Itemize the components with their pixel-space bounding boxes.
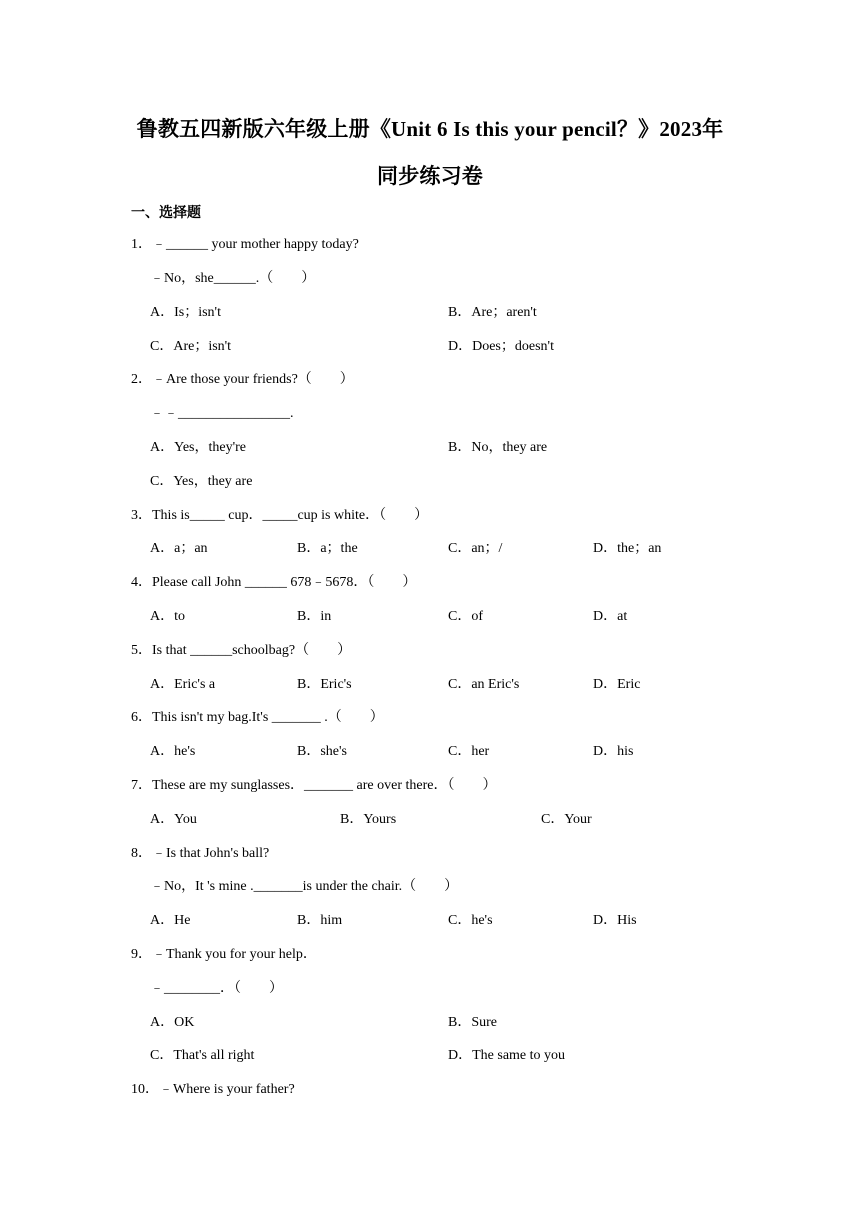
option-a[interactable]: A．Yes，they're <box>150 440 246 455</box>
question-2 <box>0 369 860 391</box>
question-4 <box>0 572 860 594</box>
question-1-response <box>0 268 860 290</box>
option-b[interactable]: B．Eric's <box>297 677 352 692</box>
question-1 <box>0 234 860 256</box>
question-stem: 6．This isn't my bag.It's _______ .（ ） <box>131 710 384 725</box>
option-c[interactable]: C．her <box>448 744 490 759</box>
option-b[interactable]: B．him <box>297 913 343 928</box>
page-title-line-2: 同步练习卷 <box>377 164 483 188</box>
question-10 <box>0 1079 860 1101</box>
option-c[interactable]: C．That's all right <box>150 1048 255 1063</box>
question-8 <box>0 843 860 865</box>
question-stem: 8．﹣Is that John's ball? <box>131 846 270 861</box>
section-heading: 一、选择题 <box>131 206 201 221</box>
question-stem: 9．﹣Thank you for your help． <box>131 947 317 962</box>
option-d[interactable]: D．his <box>593 744 634 759</box>
question-stem: 5．Is that ______schoolbag?（ ） <box>131 643 352 658</box>
question-stem: 7．These are my sunglasses．_______ are over there．（ ） <box>131 778 497 793</box>
question-stem: 3．This is_____ cup．_____cup is white．（ ） <box>131 508 429 523</box>
option-b[interactable]: B．Are；aren't <box>448 305 537 320</box>
question-1-options-row-2 <box>0 336 860 358</box>
option-b[interactable]: B．she's <box>297 744 347 759</box>
option-a[interactable]: A．a；an <box>150 541 208 556</box>
option-b[interactable]: B．a；the <box>297 541 358 556</box>
option-c[interactable]: C．Are；isn't <box>150 339 232 354</box>
question-7-options <box>0 809 860 831</box>
question-3 <box>0 505 860 527</box>
option-c[interactable]: C．he's <box>448 913 493 928</box>
question-1-options-row-1 <box>0 302 860 324</box>
question-sub-line: ﹣________．（ ） <box>150 981 283 996</box>
option-b[interactable]: B．Sure <box>448 1015 497 1030</box>
question-6 <box>0 707 860 729</box>
question-9-options-row-1 <box>0 1012 860 1034</box>
option-b[interactable]: B．No，they are <box>448 440 548 455</box>
option-d[interactable]: D．at <box>593 609 628 624</box>
question-sub-line: ﹣No，she______.（ ） <box>150 271 316 286</box>
option-a[interactable]: A．to <box>150 609 185 624</box>
option-d[interactable]: D．Does；doesn't <box>448 339 554 354</box>
option-c[interactable]: C．of <box>448 609 483 624</box>
option-b[interactable]: B．Yours <box>340 812 397 827</box>
option-a[interactable]: A．He <box>150 913 191 928</box>
question-4-options <box>0 606 860 628</box>
option-b[interactable]: B．in <box>297 609 332 624</box>
question-5-options <box>0 674 860 696</box>
option-d[interactable]: D．the；an <box>593 541 662 556</box>
question-stem: 10．﹣Where is your father? <box>131 1082 295 1097</box>
option-c[interactable]: C．an；/ <box>448 541 503 556</box>
question-7 <box>0 775 860 797</box>
option-a[interactable]: A．Is；isn't <box>150 305 221 320</box>
question-stem: 4．Please call John ______ 678﹣5678．（ ） <box>131 575 417 590</box>
question-8-options <box>0 910 860 932</box>
option-a[interactable]: A．Eric's a <box>150 677 216 692</box>
question-2-response <box>0 403 860 425</box>
option-a[interactable]: A．OK <box>150 1015 195 1030</box>
option-c[interactable]: C．Yes，they are <box>150 474 253 489</box>
option-c[interactable]: C．Your <box>541 812 592 827</box>
option-d[interactable]: D．Eric <box>593 677 641 692</box>
option-d[interactable]: D．The same to you <box>448 1048 566 1063</box>
page-title-line-1: 鲁教五四新版六年级上册《Unit 6 Is this your pencil？》2023年 <box>136 117 724 141</box>
question-sub-line: ﹣No，It 's mine ._______is under the chair.（ ） <box>150 879 459 894</box>
question-stem: 1．﹣______ your mother happy today? <box>131 237 359 252</box>
question-3-options <box>0 538 860 560</box>
question-2-options-row-1 <box>0 437 860 459</box>
question-stem: 2．﹣Are those your friends?（ ） <box>131 372 354 387</box>
question-5 <box>0 640 860 662</box>
option-d[interactable]: D．His <box>593 913 637 928</box>
question-6-options <box>0 741 860 763</box>
question-9-options-row-2 <box>0 1045 860 1067</box>
question-8-response <box>0 876 860 898</box>
question-9 <box>0 944 860 966</box>
option-a[interactable]: A．You <box>150 812 197 827</box>
question-2-options-row-2 <box>0 471 860 493</box>
option-a[interactable]: A．he's <box>150 744 196 759</box>
question-sub-line: ﹣﹣________________. <box>150 406 294 421</box>
option-c[interactable]: C．an Eric's <box>448 677 520 692</box>
question-9-response <box>0 978 860 1000</box>
